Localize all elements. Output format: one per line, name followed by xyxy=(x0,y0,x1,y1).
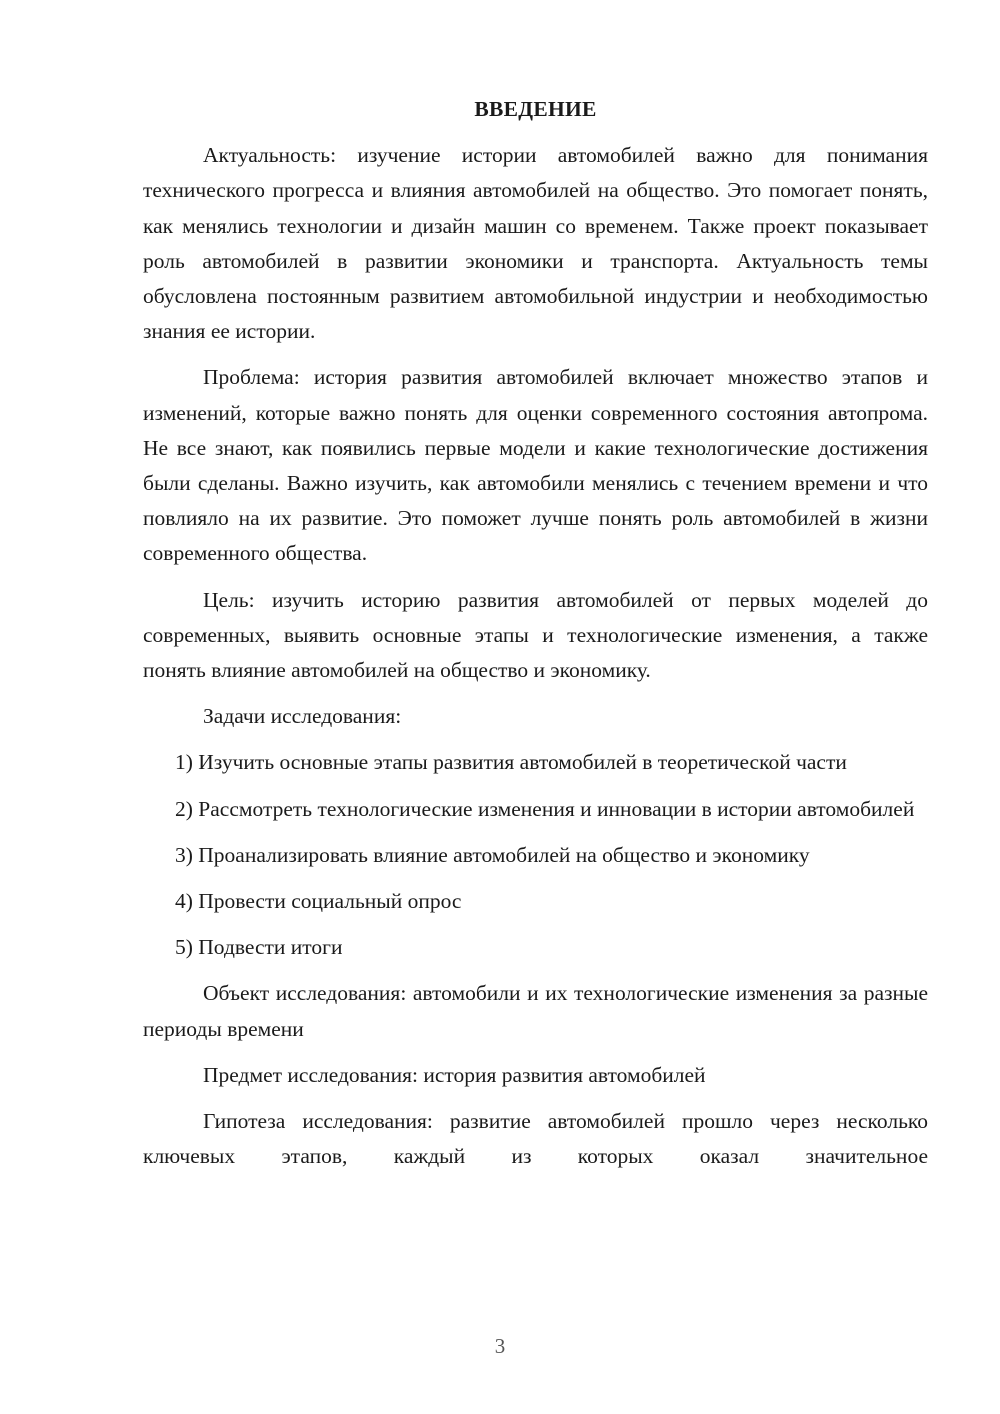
task-item: 5) Подвести итоги xyxy=(175,935,343,960)
task-item: 1) Изучить основные этапы развития автомобилей в теоретической части xyxy=(175,750,847,775)
paragraph-hypothesis: Гипотеза исследования: развитие автомобилей прошло через несколько ключевых этапов, каждый из которых оказал значительное xyxy=(143,1109,928,1169)
tasks-heading: Задачи исследования: xyxy=(203,704,402,729)
paragraph-subject: Предмет исследования: история развития автомобилей xyxy=(203,1062,706,1087)
page-number: 3 xyxy=(494,1334,506,1358)
task-item: 3) Проанализировать влияние автомобилей на общество и экономику xyxy=(175,842,810,867)
paragraph-object: Объект исследования: автомобили и их технологические изменения за разные периоды времени xyxy=(143,981,928,1041)
document-page xyxy=(143,92,928,1185)
task-item: 2) Рассмотреть технологические изменения и инновации в истории автомобилей xyxy=(175,796,915,821)
paragraph-problem: Проблема: история развития автомобилей включает множество этапов и изменений, которые важно понять для оценки современного состояния автопрома. Не все знают, как появились первые модели и какие технологические достижения были сделаны. Важно изучить, как автомобили менялись с течением времени и что повлияло на их развитие. Это поможет лучше понять роль автомобилей в жизни современного общества. xyxy=(143,365,928,566)
task-item: 4) Провести социальный опрос xyxy=(175,889,462,914)
page-title: ВВЕДЕНИЕ xyxy=(474,97,597,121)
paragraph-relevance: Актуальность: изучение истории автомобилей важно для понимания технического прогресса и влияния автомобилей на общество. Это помогает понять, как менялись технологии и дизайн машин со временем. Также проект показывает роль автомобилей в развитии экономики и транспорта. Актуальность темы обусловлена постоянным развитием автомобильной индустрии и необходимостью знания ее истории. xyxy=(143,143,928,344)
paragraph-goal: Цель: изучить историю развития автомобилей от первых моделей до современных, выявить основные этапы и технологические изменения, а также понять влияние автомобилей на общество и экономику. xyxy=(143,587,928,683)
